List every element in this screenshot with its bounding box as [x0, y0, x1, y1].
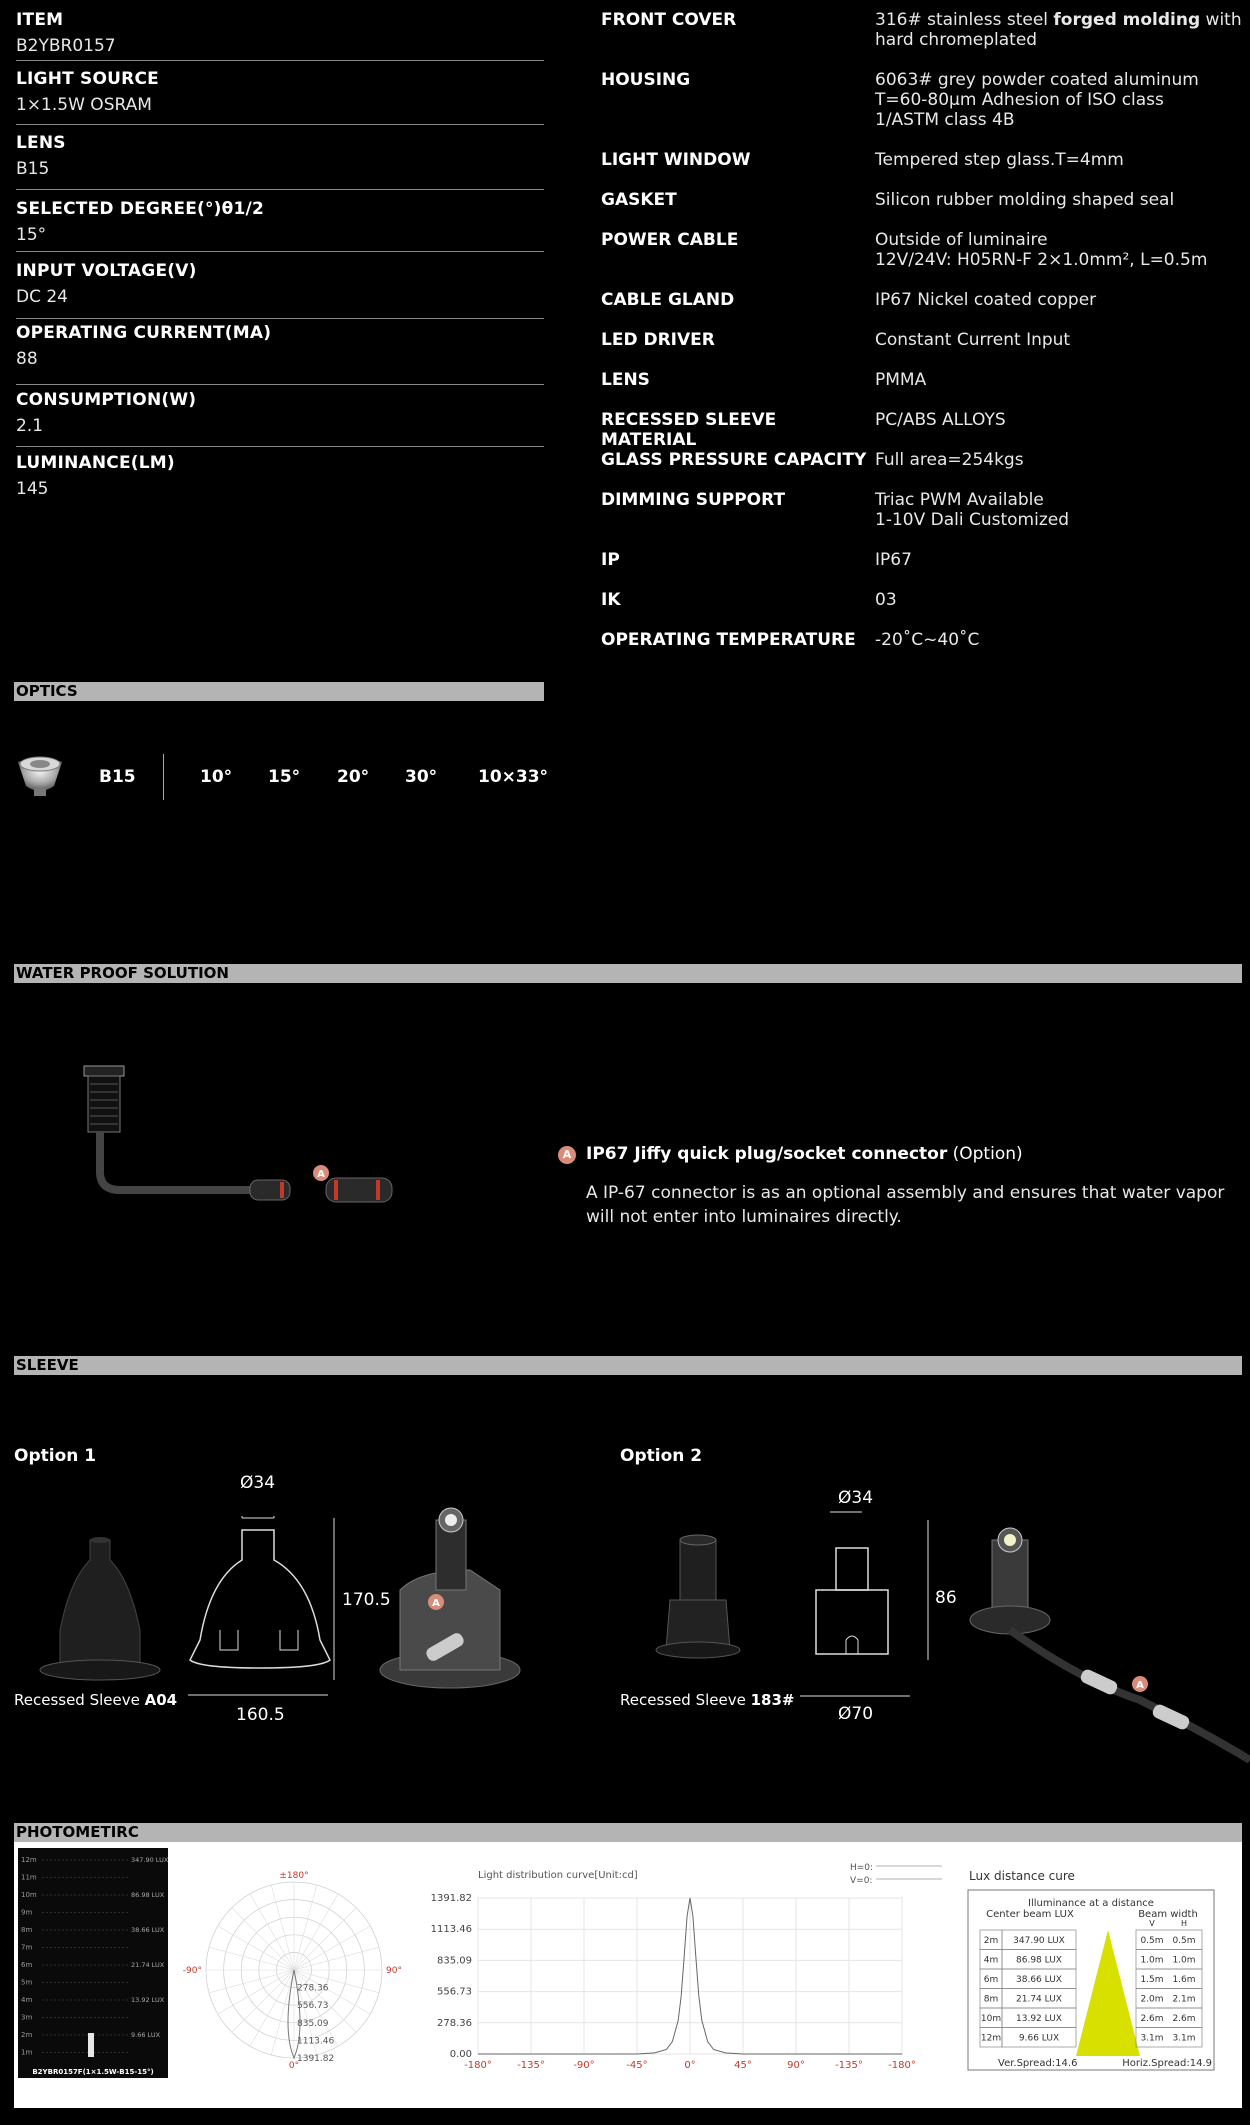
option2-caption	[620, 1691, 795, 1709]
spec-divider	[16, 124, 544, 125]
optics-angle: 30°	[405, 767, 438, 787]
optics-divider	[163, 754, 164, 800]
section-title-sleeve: SLEEVE	[16, 1356, 79, 1374]
spec-value	[875, 490, 1245, 530]
spec-label: FRONT COVER	[601, 10, 737, 30]
option2-caption-text: Recessed Sleeve	[620, 1691, 751, 1709]
polar-label-right: 90°	[386, 1966, 402, 1976]
spec-label: HOUSING	[601, 70, 691, 90]
option1-caption-bold: A04	[144, 1691, 178, 1709]
spec-value	[875, 330, 1245, 350]
spec-value-text: Full area=254kgs	[875, 450, 1024, 470]
lux-value: 347.90 LUX	[1013, 1936, 1065, 1946]
lux-distance: 10m	[980, 2014, 1002, 2024]
spec-label: GLASS PRESSURE CAPACITY	[601, 450, 867, 470]
lux-beam-v: 1.5m	[1140, 1975, 1164, 1985]
spec-left-row	[16, 10, 544, 56]
spec-value	[875, 630, 1245, 650]
lux-value: 9.66 LUX	[1018, 2033, 1060, 2044]
option2-title: Option 2	[620, 1446, 703, 1466]
spec-value-text: IP67 Nickel coated copper	[875, 290, 1097, 310]
waterproof-title	[586, 1144, 1023, 1164]
lux-footer-left: Ver.Spread:14.6	[998, 2058, 1078, 2069]
spec-value-text: 316# stainless steel	[875, 10, 1054, 30]
section-bar-photometric	[14, 1823, 1242, 1842]
polar-ring-label: 1113.46	[297, 2036, 335, 2047]
lux-table	[966, 1888, 1226, 2076]
spec-value	[875, 370, 1245, 390]
spec-value-text: T=60-80μm Adhesion of ISO class	[875, 90, 1164, 110]
spec-divider	[16, 60, 544, 61]
chart-x-tick: 0°	[684, 2060, 696, 2071]
spec-label: GASKET	[601, 190, 677, 210]
connector-illustration	[80, 1062, 420, 1222]
spec-divider	[16, 384, 544, 385]
polar-chart	[182, 1858, 428, 2078]
distance-label: 6m	[21, 1961, 33, 1969]
lux-header-beam: Beam width	[1138, 1909, 1198, 1920]
optics-angle: 15°	[268, 767, 301, 787]
chart-x-tick: 90°	[787, 2060, 805, 2071]
chart-x-tick: 45°	[734, 2060, 752, 2071]
lux-distance: 2m	[983, 1936, 999, 1946]
lux-header-v: V	[1149, 1919, 1155, 1928]
lux-beam-h: 3.1m	[1172, 2033, 1196, 2044]
section-bar-optics	[14, 682, 544, 701]
optics-angle: 10×33°	[478, 767, 549, 787]
spec-label: INPUT VOLTAGE(V)	[16, 261, 197, 281]
spec-value	[875, 550, 1245, 570]
spec-divider	[16, 189, 544, 190]
spec-value: B2YBR0157	[16, 36, 116, 56]
spec-value	[875, 590, 1245, 610]
lux-value: 86.98 LUX	[1016, 1955, 1062, 1966]
svg-text:A: A	[1136, 1680, 1144, 1691]
polar-ring-label: 278.36	[297, 1983, 329, 1994]
polar-label-left: -90°	[182, 1966, 202, 1976]
polar-ring-label: 556.73	[297, 2001, 329, 2012]
spec-value-text: Tempered step glass.T=4mm	[875, 150, 1124, 170]
spec-value	[875, 190, 1245, 210]
section-title-waterproof: WATER PROOF SOLUTION	[16, 964, 229, 982]
chart-y-tick: 556.73	[437, 1986, 472, 1998]
optics-angle: 10°	[200, 767, 233, 787]
polar-label-top: ±180°	[279, 1871, 309, 1881]
distance-label: 7m	[21, 1943, 33, 1952]
spec-label: IK	[601, 590, 621, 610]
distance-label: 11m	[21, 1873, 37, 1882]
spec-value: 1×1.5W OSRAM	[16, 95, 152, 115]
lux-header-center: Center beam LUX	[986, 1909, 1074, 1920]
option1-caption-text: Recessed Sleeve	[14, 1691, 145, 1709]
chart-y-tick: 0.00	[449, 2049, 472, 2060]
spec-label: LUMINANCE(LM)	[16, 453, 175, 473]
spec-label: LED DRIVER	[601, 330, 715, 350]
lux-distance: 8m	[983, 1994, 999, 2005]
spec-value-text: -20˚C~40˚C	[875, 630, 980, 650]
option2-caption-bold: 183#	[750, 1691, 795, 1709]
option1-dim-top: Ø34	[240, 1473, 276, 1493]
spec-left-row	[16, 323, 544, 369]
spec-value-text: IP67	[875, 550, 912, 570]
spec-value-text: Outside of luminaire	[875, 230, 1048, 250]
lux-distance: 4m	[983, 1955, 999, 1966]
option1-dim-height: 170.5	[342, 1590, 391, 1610]
polar-ring-label: 1391.82	[297, 2054, 335, 2064]
lux-footer-right: Horiz.Spread:14.9	[1122, 2058, 1212, 2069]
spec-label: CABLE GLAND	[601, 290, 735, 310]
distance-lux-label: 86.98 LUX	[131, 1891, 165, 1899]
spec-value-text: Triac PWM Available	[875, 490, 1044, 510]
distance-panel	[18, 1848, 168, 2088]
spec-value	[875, 70, 1245, 130]
chart-y-tick: 1113.46	[430, 1924, 472, 1936]
light-distribution-chart	[420, 1858, 960, 2074]
waterproof-desc-2: will not enter into luminaires directly.	[586, 1207, 902, 1227]
spec-left-row	[16, 133, 544, 179]
lux-beam-v: 2.0m	[1140, 1994, 1164, 2005]
section-bar-waterproof	[14, 964, 1242, 983]
spec-value-text: with	[1200, 10, 1242, 30]
spec-label: DIMMING SUPPORT	[601, 490, 786, 510]
option2-dim-top: Ø34	[838, 1488, 874, 1508]
spec-value	[875, 410, 1245, 430]
spec-label: LENS	[16, 133, 66, 153]
spec-left-row	[16, 199, 544, 245]
polar-ring-label: 835.09	[297, 2018, 329, 2029]
section-title-optics: OPTICS	[16, 682, 78, 700]
section-title-photometric: PHOTOMETIRC	[16, 1823, 139, 1841]
option1-title: Option 1	[14, 1446, 97, 1466]
spec-value: 2.1	[16, 416, 44, 436]
lux-beam-v: 3.1m	[1140, 2033, 1164, 2044]
lux-table-title: Lux distance cure	[969, 1869, 1075, 1883]
chart-x-tick: -180°	[888, 2060, 916, 2071]
distance-lux-label: 13.92 LUX	[131, 1996, 165, 2004]
distance-label: 9m	[21, 1908, 33, 1917]
spec-value	[875, 150, 1245, 170]
spec-label: OPERATING TEMPERATURE	[601, 630, 856, 650]
distance-label: 4m	[21, 1996, 33, 2004]
optics-lens-name: B15	[99, 767, 136, 787]
lux-distance: 6m	[983, 1975, 999, 1985]
spec-value-text: 6063# grey powder coated aluminum	[875, 70, 1199, 90]
distance-label: 1m	[21, 2048, 33, 2057]
spec-left-row	[16, 261, 544, 307]
lux-beam-h: 2.1m	[1172, 1994, 1196, 2005]
chart-x-tick: -180°	[464, 2060, 492, 2071]
option1-caption	[14, 1691, 177, 1709]
distance-label: 5m	[21, 1978, 33, 1987]
spec-label: CONSUMPTION(W)	[16, 390, 197, 410]
spec-label: OPERATING CURRENT(MA)	[16, 323, 272, 343]
spec-label: ITEM	[16, 10, 64, 30]
spec-left-row	[16, 453, 544, 499]
lens-icon	[14, 752, 66, 800]
section-bar-sleeve	[14, 1356, 1242, 1375]
spec-value	[875, 290, 1245, 310]
distance-label: 2m	[21, 2031, 33, 2039]
option1-illustration	[20, 1480, 540, 1720]
lux-beam-v: 0.5m	[1140, 1936, 1164, 1946]
spec-value	[875, 230, 1245, 270]
distance-lux-label: 347.90 LUX	[131, 1856, 169, 1864]
spec-label: IP	[601, 550, 620, 570]
chart-x-tick: -45°	[626, 2060, 648, 2071]
lux-value: 38.66 LUX	[1016, 1975, 1062, 1985]
chart-title: Light distribution curve[Unit:cd]	[478, 1870, 638, 1881]
spec-value-text: 12V/24V: H05RN-F 2×1.0mm², L=0.5m	[875, 250, 1208, 270]
chart-y-tick: 278.36	[437, 2017, 472, 2029]
option2-dim-bottom: Ø70	[838, 1704, 874, 1724]
spec-value: 15°	[16, 225, 47, 245]
chart-legend-label: V=0:	[850, 1876, 873, 1886]
spec-label: LENS	[601, 370, 650, 390]
spec-value-text: Constant Current Input	[875, 330, 1071, 350]
option2-illustration	[640, 1500, 1250, 1780]
option2-dim-height: 86	[935, 1588, 957, 1608]
distance-label: 10m	[21, 1891, 37, 1899]
spec-divider	[16, 318, 544, 319]
spec-value: 88	[16, 349, 38, 369]
lux-beam-h: 1.6m	[1172, 1975, 1196, 1985]
optics-angle: 20°	[337, 767, 370, 787]
chart-legend-label: H=0:	[850, 1863, 874, 1873]
spec-value: B15	[16, 159, 50, 179]
lux-beam-h: 2.6m	[1172, 2014, 1196, 2024]
distance-label: 3m	[21, 2013, 33, 2022]
option1-dim-bottom: 160.5	[236, 1705, 285, 1725]
spec-value-text: forged molding	[1053, 10, 1201, 30]
distance-footer: B2YBR0157F(1×1.5W-B15-15°)	[32, 2068, 154, 2076]
chart-x-tick: -135°	[835, 2060, 863, 2071]
spec-value: 145	[16, 479, 49, 499]
polar-label-bottom: 0°	[288, 2061, 300, 2071]
spec-label: LIGHT SOURCE	[16, 69, 159, 89]
chart-y-tick: 835.09	[437, 1955, 472, 1967]
distance-label: 12m	[21, 1856, 37, 1864]
spec-value-text: PC/ABS ALLOYS	[875, 410, 1006, 430]
lux-header: Illuminance at a distance	[1028, 1898, 1154, 1909]
spec-value-text: Silicon rubber molding shaped seal	[875, 190, 1175, 210]
svg-text:A: A	[432, 1598, 440, 1609]
spec-label: POWER CABLE	[601, 230, 739, 250]
lux-value: 13.92 LUX	[1016, 2014, 1062, 2024]
lux-beam-v: 2.6m	[1140, 2014, 1164, 2024]
waterproof-desc-1: A IP-67 connector is as an optional assembly and ensures that water vapor	[586, 1183, 1225, 1203]
spec-value: DC 24	[16, 287, 68, 307]
spec-divider	[16, 251, 544, 252]
marker-a-badge: A	[558, 1146, 576, 1164]
lux-beam-h: 1.0m	[1172, 1955, 1196, 1966]
spec-label: LIGHT WINDOW	[601, 150, 751, 170]
spec-value-text: 1-10V Dali Customized	[875, 510, 1069, 530]
lux-distance: 12m	[980, 2033, 1002, 2044]
waterproof-title-suffix: (Option)	[947, 1144, 1023, 1164]
lux-header-h: H	[1180, 1919, 1188, 1928]
lux-beam-v: 1.0m	[1140, 1955, 1164, 1966]
distance-lux-label: 9.66 LUX	[131, 2031, 161, 2039]
spec-label: SELECTED DEGREE(°)θ1/2	[16, 199, 264, 219]
spec-value-text: hard chromeplated	[875, 30, 1038, 50]
spec-value	[875, 450, 1245, 470]
spec-divider	[16, 446, 544, 447]
spec-value	[875, 10, 1245, 50]
spec-value-text: PMMA	[875, 370, 927, 390]
chart-x-tick: -135°	[517, 2060, 545, 2071]
spec-label: RECESSED SLEEVE MATERIAL	[601, 410, 777, 450]
chart-y-tick: 1391.82	[430, 1893, 472, 1904]
spec-value-text: 1/ASTM class 4B	[875, 110, 1015, 130]
chart-x-tick: -90°	[573, 2060, 595, 2071]
waterproof-title-bold: IP67 Jiffy quick plug/socket connector	[586, 1144, 948, 1164]
svg-text:A: A	[317, 1169, 325, 1180]
spec-value-text: 03	[875, 590, 897, 610]
distance-label: 8m	[21, 1926, 33, 1934]
lux-beam-h: 0.5m	[1172, 1936, 1196, 1946]
distance-beam	[88, 2033, 94, 2057]
spec-left-row	[16, 390, 544, 436]
distance-lux-label: 38.66 LUX	[131, 1926, 165, 1934]
spec-left-row	[16, 69, 544, 115]
distance-lux-label: 21.74 LUX	[131, 1961, 165, 1969]
lux-value: 21.74 LUX	[1016, 1994, 1062, 2005]
